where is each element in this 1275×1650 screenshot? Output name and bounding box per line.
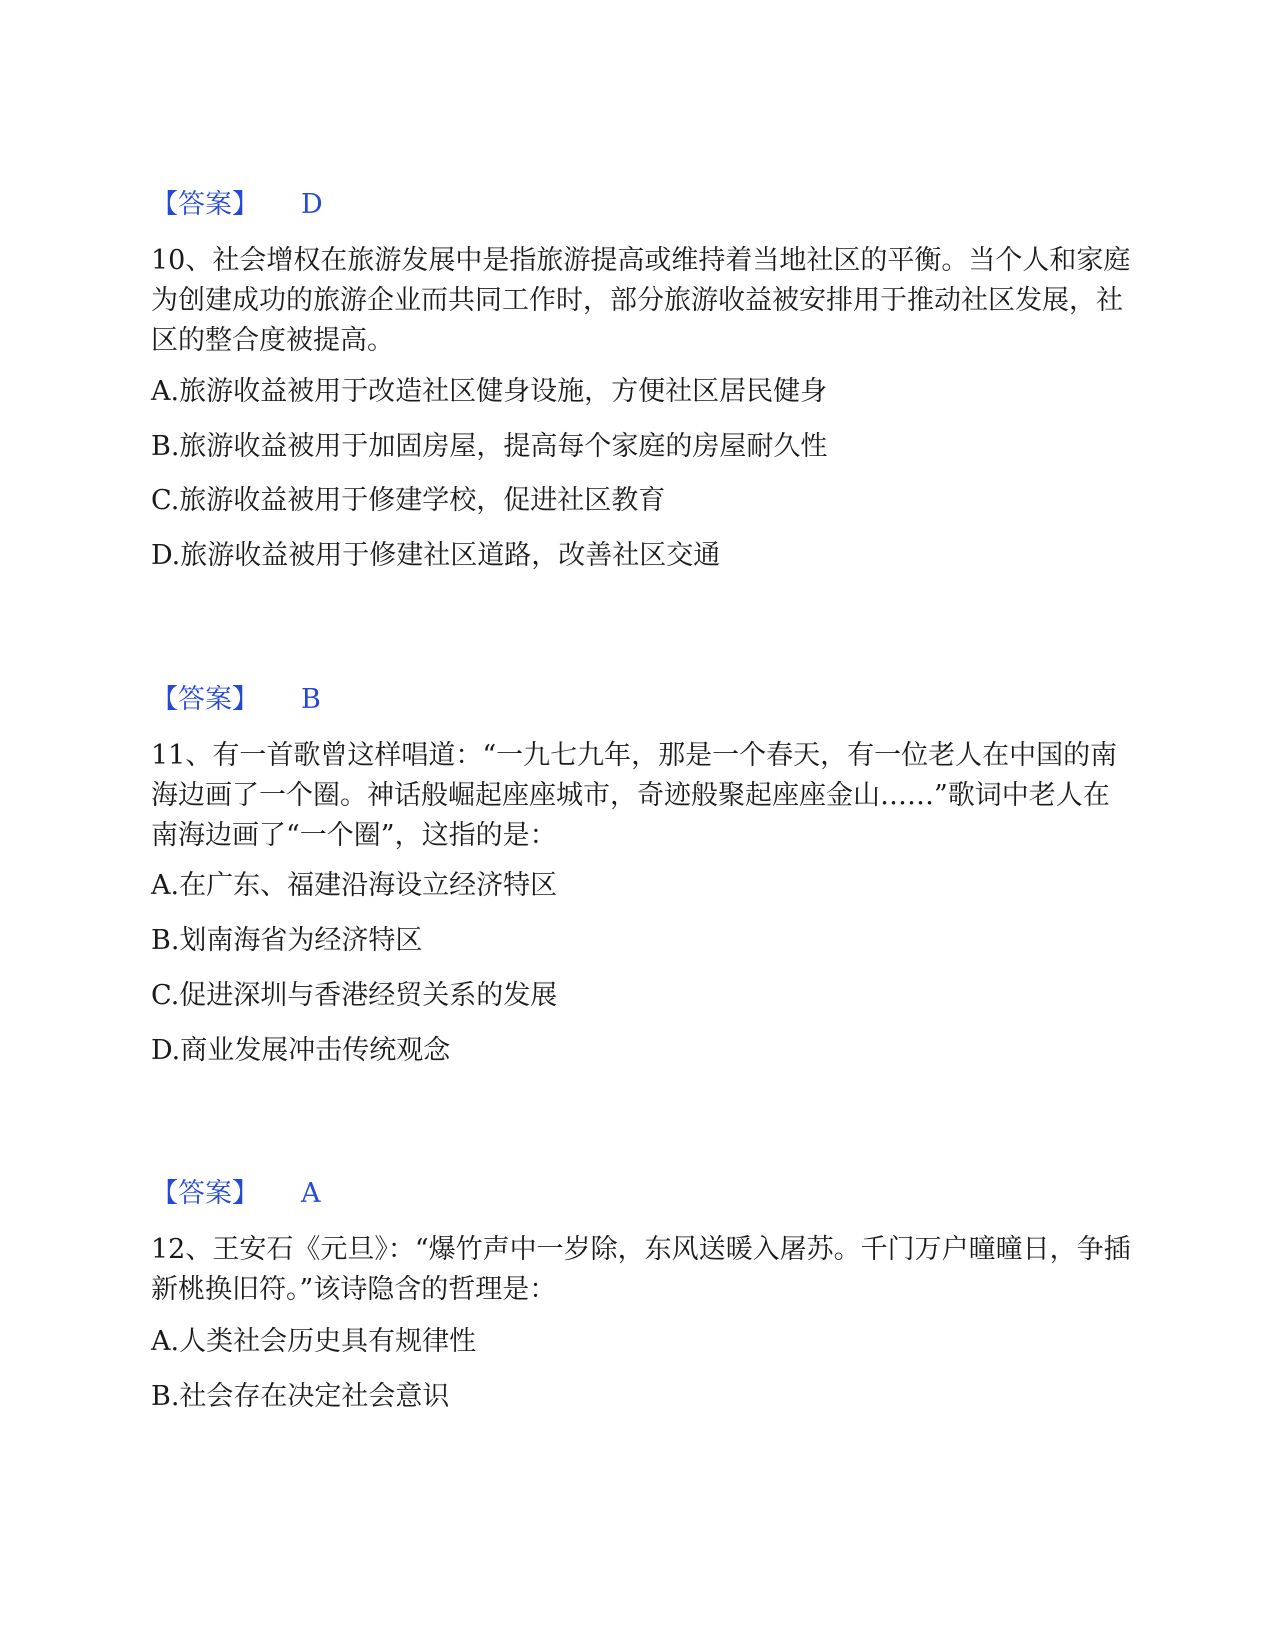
option-d: D.旅游收益被用于修建社区道路，改善社区交通 xyxy=(151,540,721,571)
answer-label: 【答案】 xyxy=(151,189,259,220)
option-d: D.商业发展冲击传统观念 xyxy=(151,1035,451,1066)
option-b: B.旅游收益被用于加固房屋，提高每个家庭的房屋耐久性 xyxy=(151,431,828,462)
answer-value: A xyxy=(301,1178,321,1209)
answer-line xyxy=(151,1177,321,1211)
question-text: 12、王安石《元旦》：“爆竹声中一岁除，东风送暖入屠苏。千门万户曈曈日，争插新桃换旧符。”该诗隐含的哲理是： xyxy=(151,1234,1131,1305)
option-c: C.促进深圳与香港经贸关系的发展 xyxy=(151,980,558,1011)
answer-label: 【答案】 xyxy=(151,1178,259,1209)
option-b: B.社会存在决定社会意识 xyxy=(151,1381,450,1412)
answer-line xyxy=(151,188,323,222)
option-a: A.人类社会历史具有规律性 xyxy=(151,1326,477,1357)
option-c: C.旅游收益被用于修建学校，促进社区教育 xyxy=(151,485,666,516)
question-text: 11、有一首歌曾这样唱道：“一九七九年，那是一个春天，有一位老人在中国的南海边画了一个圈。神话般崛起座座城市，奇迹般聚起座座金山……”歌词中老人在南海边画了“一个圈”，这指的是： xyxy=(151,740,1118,851)
answer-label: 【答案】 xyxy=(151,684,259,715)
answer-value: B xyxy=(301,684,321,715)
option-a: A.旅游收益被用于改造社区健身设施，方便社区居民健身 xyxy=(151,376,828,407)
option-a: A.在广东、福建沿海设立经济特区 xyxy=(151,870,558,901)
answer-line xyxy=(151,683,321,717)
option-b: B.划南海省为经济特区 xyxy=(151,925,423,956)
question-text: 10、社会增权在旅游发展中是指旅游提高或维持着当地社区的平衡。当个人和家庭为创建成功的旅游企业而共同工作时，部分旅游收益被安排用于推动社区发展，社区的整合度被提高。 xyxy=(151,245,1131,356)
answer-value: D xyxy=(301,189,323,220)
